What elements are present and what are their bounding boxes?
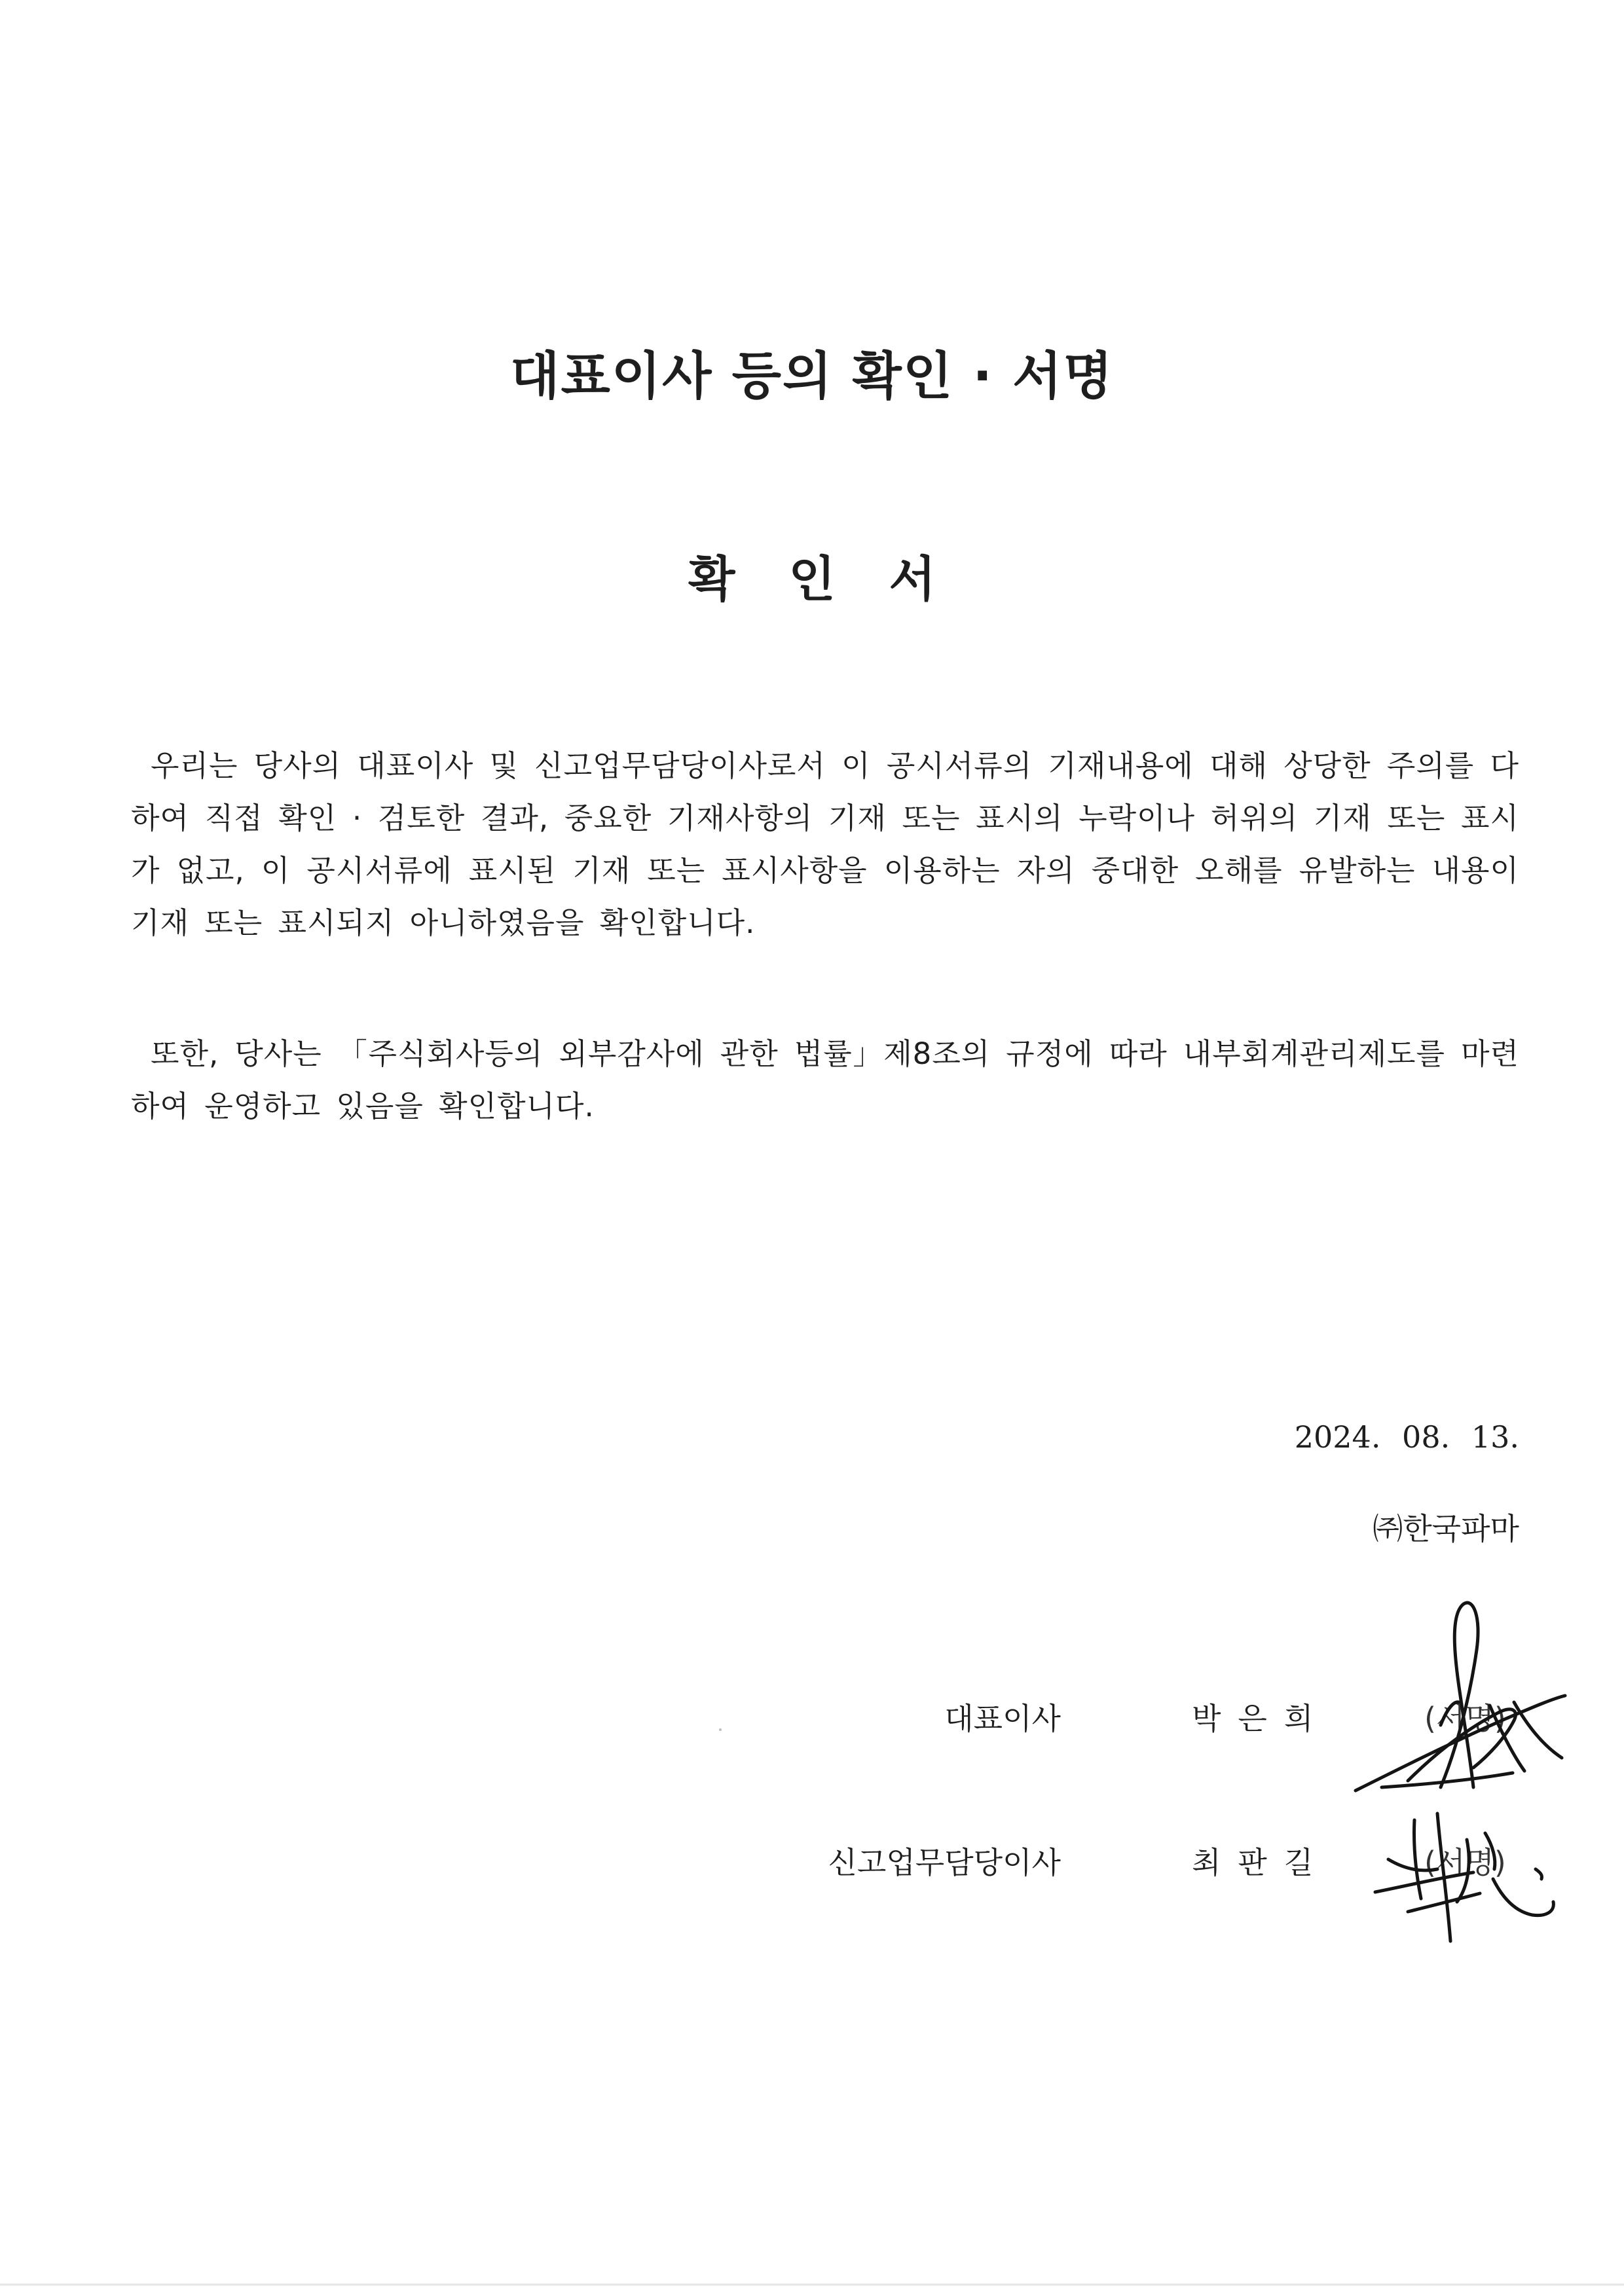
internal-control-paragraph: 또한, 당사는 「주식회사등의 외부감사에 관한 법률」제8조의 규정에 따라 내부회계관리제도를 마련하여 운영하고 있음을 확인합니다. <box>131 1036 1519 1123</box>
signature-label: (서명) <box>1424 1845 1506 1880</box>
confirmation-paragraph: 우리는 당사의 대표이사 및 신고업무담당이사로서 이 공시서류의 기재내용에 대해 상당한 주의를 다하여 직접 확인 · 검토한 결과, 중요한 기재사항의 기재 또는 표시의 누락이나 허위의 기재 또는 표시가 없고, 이 공시서류에 표시된 기재 또는 표시사항을 이용하는 자의 중대한 오해를 유발하는 내용이 기재 또는 표시되지 아니하였음을 확인합니다. <box>131 748 1519 940</box>
page-bottom-edge <box>0 2284 1624 2286</box>
signatory-role: 신고업무담당이사 <box>828 1845 1061 1880</box>
signatory-name: 박은희 <box>1192 1701 1331 1736</box>
signatory-role: 대표이사 <box>944 1701 1061 1736</box>
document-title: 대표이사 등의 확인 · 서명 <box>510 347 1114 406</box>
signature-label: (서명) <box>1424 1701 1506 1736</box>
signatory-row-disclosure-director <box>0 1833 1624 1892</box>
scan-speck <box>719 1728 722 1731</box>
signatory-name: 최판길 <box>1192 1845 1331 1880</box>
signatory-row-ceo <box>0 1689 1624 1748</box>
document-date: 2024. 08. 13. <box>1294 1419 1519 1455</box>
company-name: ㈜한국파마 <box>1373 1511 1519 1546</box>
document-subtitle: 확 인 서 <box>688 551 954 608</box>
